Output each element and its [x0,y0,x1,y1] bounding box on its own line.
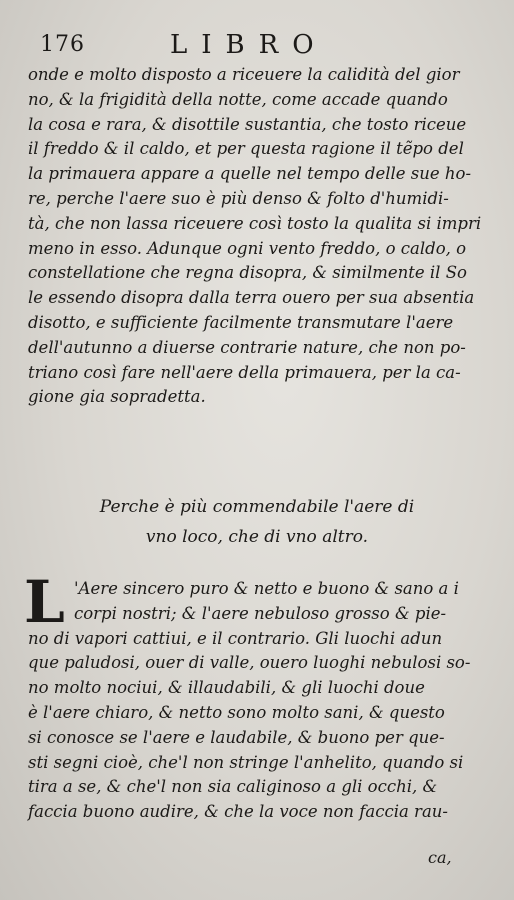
text-line: no molto nociui, & illaudabili, & gli luochi doue [28,678,425,698]
text-line: tira a se, & che'l non sia caliginoso a gli occhi, & [28,777,438,797]
page-number: 176 [40,32,85,57]
text-line: gione gia sopradetta. [28,387,206,407]
text-line: dell'autunno a diuerse contrarie nature, che non po- [28,337,466,357]
text-line: si conosce se l'aere e laudabile, & buono per que- [28,727,445,747]
section-heading-line-2: vno loco, che di vno altro. [145,527,369,547]
text-line: no di vapori cattiui, e il contrario. Gli luochi adun [28,628,443,648]
text-line: meno in esso. Adunque ogni vento freddo, o caldo, o [28,238,467,258]
text-line: le essendo disopra dalla terra ouero per sua absentia [28,288,475,308]
text-line: constellatione che regna disopra, & similmente il So [28,263,467,283]
text-line: que paludosi, ouer di valle, ouero luoghi nebulosi so- [28,653,471,673]
text-line: il freddo & il caldo, et per questa ragione il tẽpo del [28,139,464,159]
text-line: re, perche l'aere suo è più denso & folto d'humidi- [28,188,449,208]
text-line: la primauera appare a quelle nel tempo delle sue ho- [28,164,472,184]
paragraph-2 [28,577,494,825]
text-line: onde e molto disposto a riceuere la calidità del gior [28,65,460,84]
text-line: corpi nostri; & l'aere nebuloso grosso & pie- [74,603,447,623]
text-line: triano così fare nell'aere della primauera, per la ca- [28,362,461,382]
catchword: ca, [428,848,452,867]
drop-cap: L [24,568,65,636]
text-line: la cosa e rara, & disottile sustantia, che tosto riceue [28,114,467,134]
paragraph-1 [28,63,496,410]
text-line: faccia buono audire, & che la voce non faccia rau- [28,802,448,822]
text-line: 'Aere sincero puro & netto e buono & sano a i [74,579,459,598]
running-title: LIBRO [170,30,328,60]
text-line: sti segni cioè, che'l non stringe l'anhelito, quando si [28,752,464,772]
section-heading-line-1: Perche è più commendabile l'aere di [99,497,415,517]
page-header [40,30,474,64]
text-line: disotto, e sufficiente facilmente transmutare l'aere [28,312,454,332]
text-line: è l'aere chiaro, & netto sono molto sani, & questo [28,702,445,722]
text-line: no, & la frigidità della notte, come accade quando [28,89,448,109]
text-line: tà, che non lassa riceuere così tosto la qualita si impri [28,213,482,233]
